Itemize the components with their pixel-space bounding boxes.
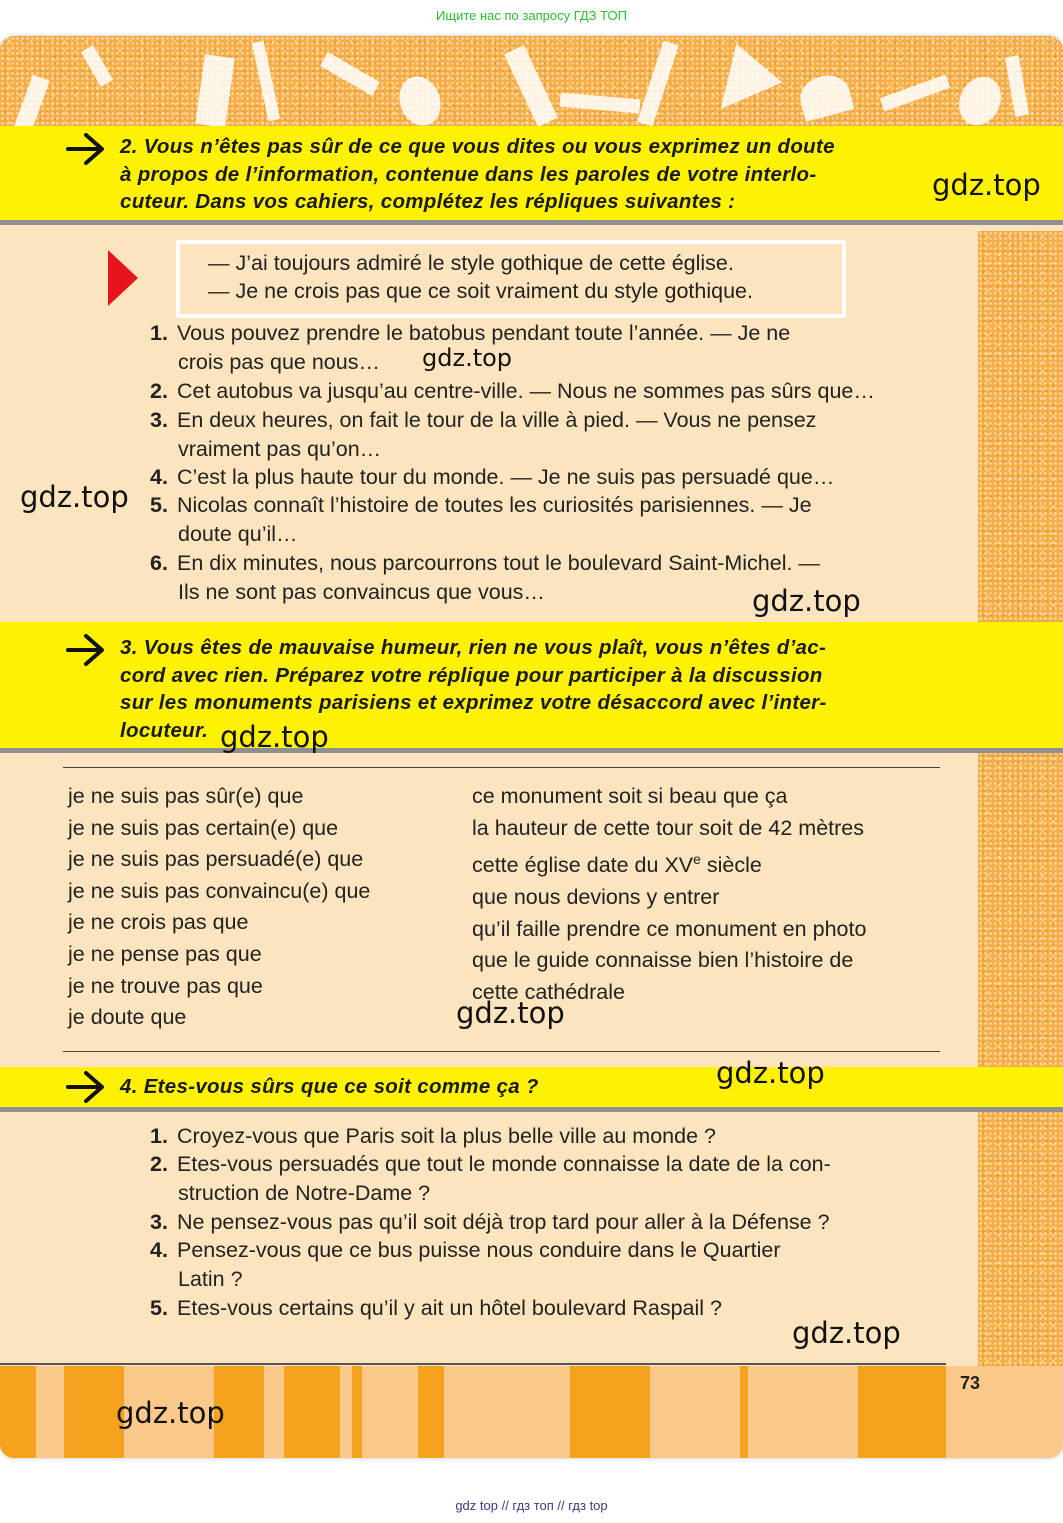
- watermark: gdz.top: [220, 720, 329, 754]
- watermark: gdz.top: [456, 996, 565, 1030]
- table-top-rule: [63, 767, 940, 768]
- task3-heading-band: [0, 622, 1063, 753]
- footer-rule: [0, 1363, 946, 1365]
- page-number: 73: [960, 1373, 981, 1393]
- list-item: 4. Pensez-vous que ce bus puisse nous conduire dans le Quartier Latin ?: [150, 1238, 781, 1291]
- example-box: [176, 240, 846, 318]
- textbook-page: [0, 36, 1063, 1458]
- task2-heading-band: [0, 126, 1063, 225]
- arrow-right-icon: [66, 1069, 108, 1105]
- list-item: 6. En dix minutes, nous parcourrons tout le boulevard Saint-Michel. — Ils ne sont pas convaincus que vous…: [150, 551, 820, 604]
- list-item: 2. Cet autobus va jusqu’au centre-ville. — Nous ne sommes pas sûrs que…: [150, 379, 875, 403]
- table-bottom-rule: [63, 1051, 940, 1052]
- top-banner: Ищите нас по запросу ГДЗ ТОП: [436, 8, 627, 23]
- footer-stripe: [284, 1366, 340, 1458]
- task2-instructions: 2. Vous n’êtes pas sûr de ce que vous dites ou vous exprimez un doute à propos de l’information, contenue dans les paroles de votre interlo- cuteur. Dans vos cahiers, complétez les répliques suivantes :: [120, 135, 835, 213]
- footer-stripe: [340, 1366, 352, 1458]
- list-item: 3. Ne pensez-vous pas qu’il soit déjà trop tard pour aller à la Défense ?: [150, 1210, 830, 1234]
- watermark: gdz.top: [932, 168, 1041, 202]
- bottom-banner: gdz top // гдз топ // гдз top: [455, 1498, 608, 1513]
- task4-instructions: 4. Etes-vous sûrs que ce soit comme ça ?: [120, 1075, 539, 1098]
- watermark: gdz.top: [20, 480, 129, 514]
- list-item: 5. Nicolas connaît l’histoire de toutes les curiosités parisiennes. — Je doute qu’il…: [150, 493, 812, 546]
- right-decorative-strip: [978, 231, 1063, 1366]
- arrow-right-icon: [66, 632, 108, 668]
- footer-stripe: [650, 1366, 740, 1458]
- watermark: gdz.top: [792, 1316, 901, 1350]
- expressions-column: je ne suis pas sûr(e) que je ne suis pas certain(e) que je ne suis pas persuadé(e) que je ne suis pas convaincu(e) que je ne crois pas que je ne pense pas que je ne trouve pas que je doute que: [68, 784, 371, 1030]
- footer-stripe: [740, 1366, 748, 1458]
- footer-stripe: [0, 1366, 36, 1458]
- task3-instructions: 3. Vous êtes de mauvaise humeur, rien ne vous plaît, vous n’êtes d’ac- cord avec rien. Préparez votre réplique pour participer à la discussion sur les monuments parisiens et exprimez votre désaccord avec l’inter- locuteur.: [120, 636, 827, 742]
- header-decoration: [0, 36, 1063, 128]
- watermark: gdz.top: [716, 1056, 825, 1090]
- list-item: 1. Croyez-vous que Paris soit la plus belle ville au monde ?: [150, 1124, 716, 1148]
- arrow-right-icon: [66, 131, 108, 167]
- footer-stripe: [264, 1366, 284, 1458]
- footer-stripe: [362, 1366, 418, 1458]
- footer-stripe: [418, 1366, 444, 1458]
- footer-stripe: [748, 1366, 858, 1458]
- footer-stripe: [570, 1366, 650, 1458]
- watermark: gdz.top: [752, 584, 861, 618]
- footer-stripe: [858, 1366, 946, 1458]
- footer-stripe: [444, 1366, 570, 1458]
- footer-stripe: [64, 1366, 124, 1458]
- footer-stripe: [36, 1366, 64, 1458]
- list-item: 4. C’est la plus haute tour du monde. — Je ne suis pas persuadé que…: [150, 465, 835, 489]
- list-item: 3. En deux heures, on fait le tour de la ville à pied. — Vous ne pensez vraiment pas qu’on…: [150, 408, 817, 461]
- watermark: gdz.top: [116, 1396, 225, 1430]
- example-line-1: — J’ai toujours admiré le style gothique de cette église.: [208, 251, 734, 275]
- list-item: 5. Etes-vous certains qu’il y ait un hôtel boulevard Raspail ?: [150, 1296, 722, 1320]
- list-item: 1. Vous pouvez prendre le batobus pendant toute l’année. — Je ne crois pas que nous…: [150, 321, 791, 374]
- completions-column: ce monument soit si beau que ça la hauteur de cette tour soit de 42 mètres cette église date du XVe siècle que nous devions y entrer qu’il faille prendre ce monument en photo que le guide connaisse bien l’histoire de cette cathédrale: [472, 784, 867, 1004]
- example-marker-icon: [108, 250, 138, 306]
- watermark: gdz.top: [422, 344, 513, 372]
- example-line-2: — Je ne crois pas que ce soit vraiment du style gothique.: [208, 279, 753, 303]
- task4-heading-band: [0, 1067, 1063, 1112]
- list-item: 2. Etes-vous persuadés que tout le monde connaisse la date de la con- struction de Notre-Dame ?: [150, 1152, 831, 1205]
- footer-stripe: [352, 1366, 362, 1458]
